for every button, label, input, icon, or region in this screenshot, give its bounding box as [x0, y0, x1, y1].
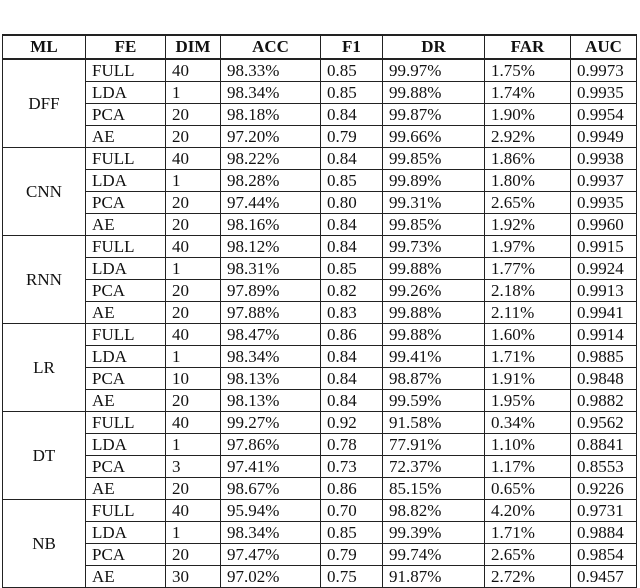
table-cell: 0.9915 — [571, 236, 637, 258]
table-cell: 40 — [166, 236, 221, 258]
table-cell: 0.9731 — [571, 500, 637, 522]
table-cell: 99.74% — [383, 544, 485, 566]
table-cell: 1.95% — [485, 390, 571, 412]
table-cell: 1.75% — [485, 59, 571, 82]
table-row — [3, 390, 637, 412]
table-cell: 40 — [166, 148, 221, 170]
table-cell: LDA — [86, 434, 166, 456]
table-cell: 0.85 — [321, 170, 383, 192]
ml-model-cell: DT — [3, 412, 86, 500]
table-cell: 1.90% — [485, 104, 571, 126]
table-cell: AE — [86, 390, 166, 412]
table-cell: 40 — [166, 412, 221, 434]
table-cell: 77.91% — [383, 434, 485, 456]
table-cell: 99.88% — [383, 324, 485, 346]
table-cell: 0.73 — [321, 456, 383, 478]
table-cell: 99.88% — [383, 82, 485, 104]
table-cell: 0.9938 — [571, 148, 637, 170]
table-cell: 99.88% — [383, 302, 485, 324]
table-cell: 98.28% — [221, 170, 321, 192]
table-row — [3, 346, 637, 368]
table-cell: AE — [86, 126, 166, 148]
table-cell: 99.27% — [221, 412, 321, 434]
table-cell: 0.9848 — [571, 368, 637, 390]
table-row — [3, 456, 637, 478]
table-cell: 20 — [166, 544, 221, 566]
table-cell: 0.9914 — [571, 324, 637, 346]
table-cell: PCA — [86, 192, 166, 214]
table-row — [3, 522, 637, 544]
table-cell: 0.9924 — [571, 258, 637, 280]
table-cell: 2.72% — [485, 566, 571, 588]
table-cell: 2.11% — [485, 302, 571, 324]
table-cell: LDA — [86, 170, 166, 192]
table-cell: 1.17% — [485, 456, 571, 478]
table-cell: PCA — [86, 368, 166, 390]
table-row — [3, 258, 637, 280]
table-cell: FULL — [86, 148, 166, 170]
table-cell: 4.20% — [485, 500, 571, 522]
table-row — [3, 192, 637, 214]
table-cell: 0.9973 — [571, 59, 637, 82]
table-cell: 1.74% — [485, 82, 571, 104]
table-cell: 10 — [166, 368, 221, 390]
table-cell: 40 — [166, 59, 221, 82]
table-cell: 98.31% — [221, 258, 321, 280]
table-cell: 0.92 — [321, 412, 383, 434]
column-header: ML — [3, 35, 86, 59]
table-cell: 0.9960 — [571, 214, 637, 236]
table-cell: 0.34% — [485, 412, 571, 434]
table-cell: 99.73% — [383, 236, 485, 258]
table-cell: 0.84 — [321, 368, 383, 390]
table-cell: FULL — [86, 59, 166, 82]
table-cell: 1.91% — [485, 368, 571, 390]
table-cell: 99.31% — [383, 192, 485, 214]
table-cell: 0.79 — [321, 544, 383, 566]
table-cell: 1 — [166, 82, 221, 104]
table-cell: 40 — [166, 500, 221, 522]
table-row — [3, 500, 637, 522]
table-cell: 1 — [166, 346, 221, 368]
table-cell: 98.34% — [221, 346, 321, 368]
table-cell: 0.84 — [321, 236, 383, 258]
table-cell: 1.86% — [485, 148, 571, 170]
table-cell: 20 — [166, 302, 221, 324]
table-cell: 0.9954 — [571, 104, 637, 126]
table-cell: 0.85 — [321, 82, 383, 104]
table-row — [3, 434, 637, 456]
table-cell: 98.16% — [221, 214, 321, 236]
column-header: FE — [86, 35, 166, 59]
table-cell: 98.34% — [221, 82, 321, 104]
table-cell: 99.85% — [383, 148, 485, 170]
table-cell: 99.66% — [383, 126, 485, 148]
table-cell: 1.92% — [485, 214, 571, 236]
table-cell: AE — [86, 302, 166, 324]
table-cell: 0.9913 — [571, 280, 637, 302]
table-cell: 97.44% — [221, 192, 321, 214]
table-cell: 0.84 — [321, 148, 383, 170]
table-cell: 0.78 — [321, 434, 383, 456]
table-row — [3, 324, 637, 346]
table-cell: 98.87% — [383, 368, 485, 390]
table-cell: 0.84 — [321, 104, 383, 126]
table-cell: 99.88% — [383, 258, 485, 280]
table-cell: 99.39% — [383, 522, 485, 544]
ml-model-cell: NB — [3, 500, 86, 588]
table-cell: 20 — [166, 104, 221, 126]
table-cell: 0.85 — [321, 59, 383, 82]
table-row — [3, 566, 637, 588]
table-cell: 1 — [166, 170, 221, 192]
table-cell: 0.65% — [485, 478, 571, 500]
table-cell: 91.87% — [383, 566, 485, 588]
table-row — [3, 478, 637, 500]
table-cell: PCA — [86, 544, 166, 566]
table-cell: 2.92% — [485, 126, 571, 148]
ml-model-cell: DFF — [3, 59, 86, 148]
table-cell: 0.75 — [321, 566, 383, 588]
results-table — [2, 34, 637, 588]
table-row — [3, 214, 637, 236]
table-cell: 0.9854 — [571, 544, 637, 566]
header-row — [3, 35, 637, 59]
table-cell: 1.77% — [485, 258, 571, 280]
table-row — [3, 148, 637, 170]
table-cell: 20 — [166, 390, 221, 412]
table-cell: 0.84 — [321, 346, 383, 368]
table-cell: 0.86 — [321, 324, 383, 346]
table-cell: 97.86% — [221, 434, 321, 456]
table-cell: 1.60% — [485, 324, 571, 346]
table-cell: 98.34% — [221, 522, 321, 544]
table-cell: 0.8841 — [571, 434, 637, 456]
table-cell: 91.58% — [383, 412, 485, 434]
table-cell: 85.15% — [383, 478, 485, 500]
table-cell: 97.47% — [221, 544, 321, 566]
table-cell: 0.9226 — [571, 478, 637, 500]
table-row — [3, 236, 637, 258]
table-cell: LDA — [86, 522, 166, 544]
table-cell: 0.70 — [321, 500, 383, 522]
table-row — [3, 368, 637, 390]
table-cell: 20 — [166, 192, 221, 214]
table-cell: 0.85 — [321, 258, 383, 280]
table-cell: 0.9941 — [571, 302, 637, 324]
table-cell: 1 — [166, 258, 221, 280]
table-cell: FULL — [86, 236, 166, 258]
table-cell: 97.88% — [221, 302, 321, 324]
table-row — [3, 126, 637, 148]
table-cell: 97.20% — [221, 126, 321, 148]
table-cell: 0.9882 — [571, 390, 637, 412]
table-cell: 2.18% — [485, 280, 571, 302]
table-cell: 20 — [166, 280, 221, 302]
table-cell: 0.9949 — [571, 126, 637, 148]
table-cell: 0.84 — [321, 390, 383, 412]
table-row — [3, 302, 637, 324]
table-cell: 0.84 — [321, 214, 383, 236]
table-cell: 98.22% — [221, 148, 321, 170]
table-cell: 0.85 — [321, 522, 383, 544]
table-cell: 98.33% — [221, 59, 321, 82]
table-cell: 0.82 — [321, 280, 383, 302]
column-header: DIM — [166, 35, 221, 59]
table-cell: 99.59% — [383, 390, 485, 412]
table-cell: 1 — [166, 522, 221, 544]
table-row — [3, 170, 637, 192]
table-cell: 99.41% — [383, 346, 485, 368]
table-cell: 98.47% — [221, 324, 321, 346]
table-cell: LDA — [86, 346, 166, 368]
table-row — [3, 412, 637, 434]
table-cell: 0.8553 — [571, 456, 637, 478]
table-cell: 3 — [166, 456, 221, 478]
table-cell: 99.87% — [383, 104, 485, 126]
table-cell: 95.94% — [221, 500, 321, 522]
table-cell: 1.80% — [485, 170, 571, 192]
table-cell: 30 — [166, 566, 221, 588]
table-row — [3, 104, 637, 126]
table-cell: FULL — [86, 324, 166, 346]
column-header: DR — [383, 35, 485, 59]
table-cell: 2.65% — [485, 544, 571, 566]
table-cell: 0.86 — [321, 478, 383, 500]
table-cell: 0.9937 — [571, 170, 637, 192]
table-cell: AE — [86, 566, 166, 588]
column-header: ACC — [221, 35, 321, 59]
table-cell: 1.10% — [485, 434, 571, 456]
table-cell: 98.67% — [221, 478, 321, 500]
table-cell: 99.89% — [383, 170, 485, 192]
table-cell: 1 — [166, 434, 221, 456]
table-cell: 99.85% — [383, 214, 485, 236]
table-cell: 0.83 — [321, 302, 383, 324]
table-cell: 20 — [166, 478, 221, 500]
table-cell: 0.9935 — [571, 192, 637, 214]
table-cell: 98.82% — [383, 500, 485, 522]
table-cell: PCA — [86, 104, 166, 126]
table-cell: 72.37% — [383, 456, 485, 478]
table-cell: 98.12% — [221, 236, 321, 258]
table-cell: 2.65% — [485, 192, 571, 214]
table-cell: 97.02% — [221, 566, 321, 588]
table-row — [3, 82, 637, 104]
table-cell: 0.9885 — [571, 346, 637, 368]
table-cell: 0.80 — [321, 192, 383, 214]
column-header: FAR — [485, 35, 571, 59]
table-cell: 1.71% — [485, 346, 571, 368]
table-row — [3, 544, 637, 566]
table-row — [3, 280, 637, 302]
table-cell: AE — [86, 214, 166, 236]
ml-model-cell: LR — [3, 324, 86, 412]
table-cell: 98.13% — [221, 390, 321, 412]
table-cell: AE — [86, 478, 166, 500]
table-cell: FULL — [86, 412, 166, 434]
table-cell: 0.9562 — [571, 412, 637, 434]
table-cell: 40 — [166, 324, 221, 346]
table-cell: 99.97% — [383, 59, 485, 82]
table-cell: PCA — [86, 280, 166, 302]
table-cell: 20 — [166, 214, 221, 236]
table-cell: 97.41% — [221, 456, 321, 478]
table-cell: 0.79 — [321, 126, 383, 148]
table-cell: 99.26% — [383, 280, 485, 302]
table-cell: 1.71% — [485, 522, 571, 544]
table-row — [3, 59, 637, 82]
ml-model-cell: RNN — [3, 236, 86, 324]
table-cell: 1.97% — [485, 236, 571, 258]
table-cell: 20 — [166, 126, 221, 148]
table-cell: 97.89% — [221, 280, 321, 302]
ml-model-cell: CNN — [3, 148, 86, 236]
column-header: F1 — [321, 35, 383, 59]
table-cell: LDA — [86, 82, 166, 104]
table-cell: LDA — [86, 258, 166, 280]
table-cell: PCA — [86, 456, 166, 478]
column-header: AUC — [571, 35, 637, 59]
table-cell: 98.13% — [221, 368, 321, 390]
table-cell: 0.9884 — [571, 522, 637, 544]
table-cell: 98.18% — [221, 104, 321, 126]
table-cell: FULL — [86, 500, 166, 522]
table-cell: 0.9935 — [571, 82, 637, 104]
table-cell: 0.9457 — [571, 566, 637, 588]
